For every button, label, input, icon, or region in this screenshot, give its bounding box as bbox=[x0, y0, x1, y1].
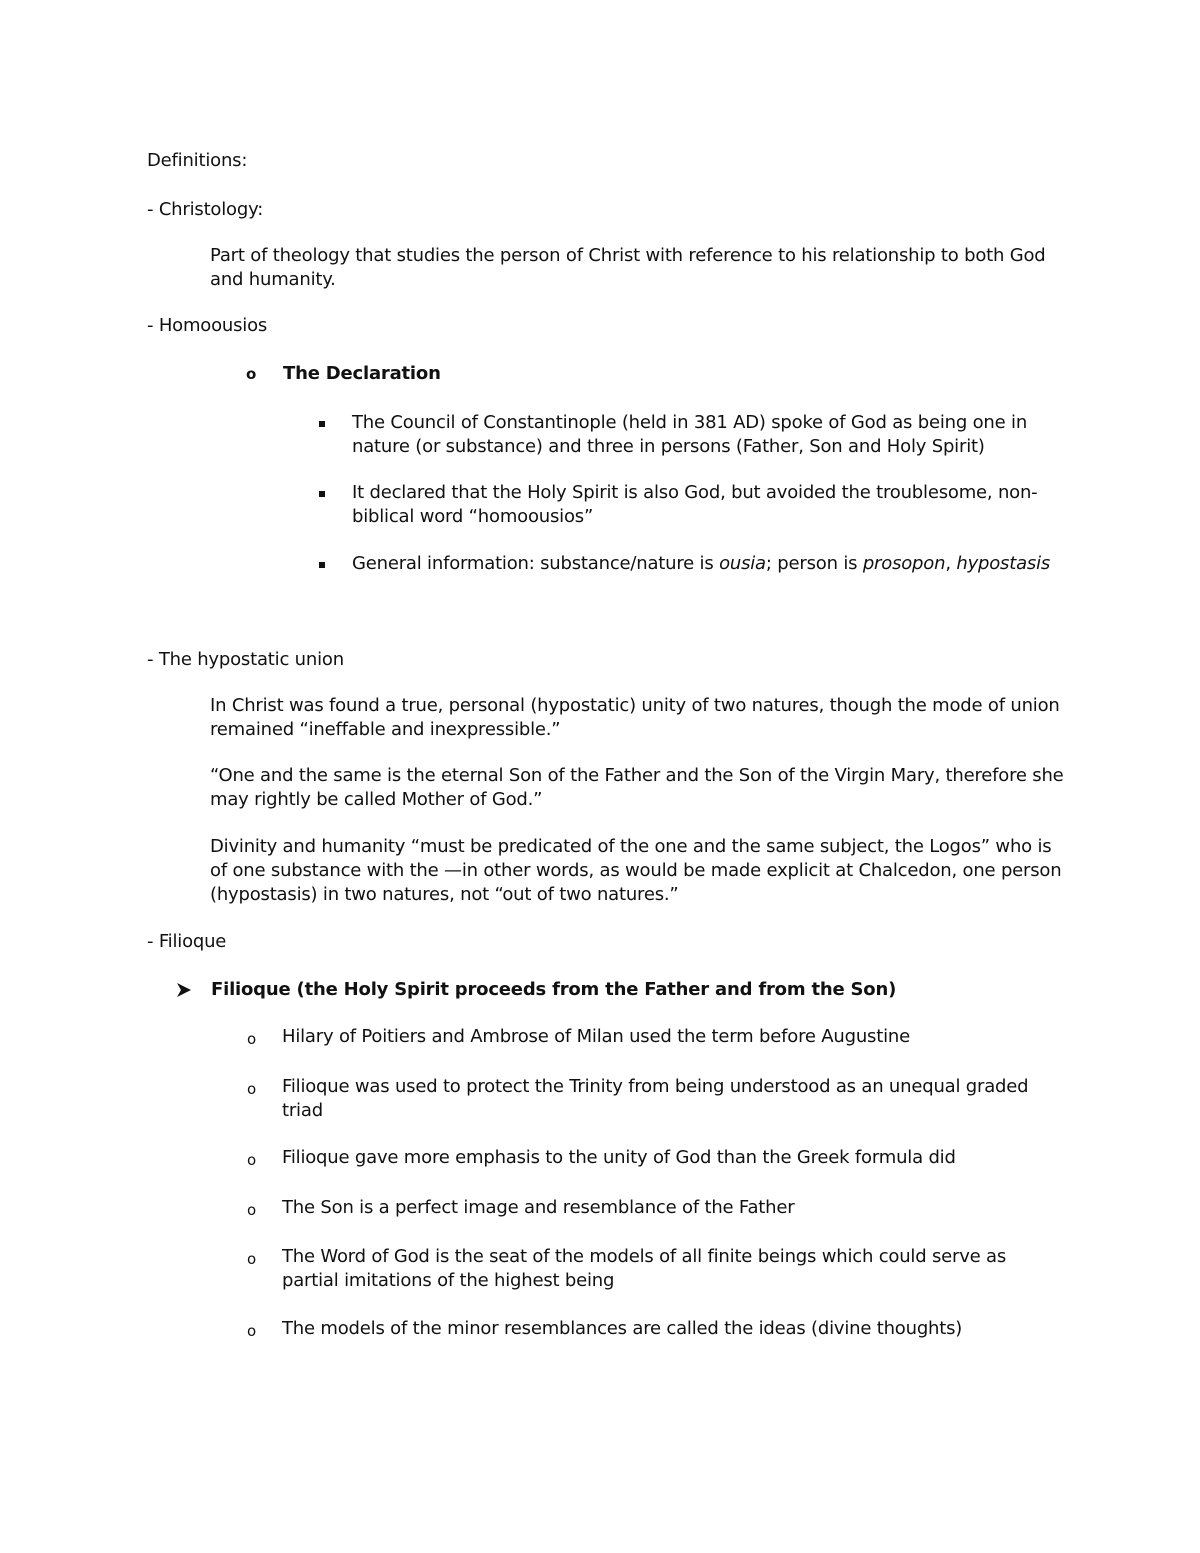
declaration-item-2: It declared that the Holy Spirit is also God, but avoided the troublesome, non-biblical word “homoousios” bbox=[352, 482, 1038, 527]
filioque-title: Filioque (the Holy Spirit proceeds from the Father and from the Son) bbox=[211, 979, 897, 1000]
hypostatic-paragraph-2: “One and the same is the eternal Son of the Father and the Son of the Virgin Mary, therefore she may rightly be called Mother of God.” bbox=[210, 765, 1064, 810]
filioque-item-3: Filioque gave more emphasis to the unity of God than the Greek formula did bbox=[282, 1147, 956, 1168]
filioque-bullet: o bbox=[247, 1080, 256, 1098]
filioque-bullet: o bbox=[247, 1201, 256, 1219]
hypostatic-heading: - The hypostatic union bbox=[147, 649, 344, 670]
term-hypostasis: hypostasis bbox=[956, 553, 1051, 574]
filioque-item-4: The Son is a perfect image and resemblance of the Father bbox=[282, 1197, 795, 1218]
filioque-bullet: o bbox=[247, 1151, 256, 1169]
hypostatic-paragraph-3: Divinity and humanity “must be predicated of the one and the same subject, the Logos” who is of one substance with the —in other words, as would be made explicit at Chalcedon, one person (hypostasis) in two natures, not “out of two natures.” bbox=[210, 836, 1062, 905]
declaration-bullet: o bbox=[246, 365, 257, 383]
filioque-item-5: The Word of God is the seat of the models of all finite beings which could serve as partial imitations of the highest being bbox=[282, 1246, 1007, 1291]
term-ousia: ousia bbox=[719, 553, 766, 574]
filioque-item-1: Hilary of Poitiers and Ambrose of Milan used the term before Augustine bbox=[282, 1026, 910, 1047]
filioque-item-6: The models of the minor resemblances are called the ideas (divine thoughts) bbox=[282, 1318, 963, 1339]
arrowhead-bullet-icon bbox=[176, 982, 192, 998]
hypostatic-paragraph-1: In Christ was found a true, personal (hypostatic) unity of two natures, though the mode of union remained “ineffable and inexpressible.” bbox=[210, 695, 1060, 740]
declaration-item-1: The Council of Constantinople (held in 381 AD) spoke of God as being one in nature (or substance) and three in persons (Father, Son and Holy Spirit) bbox=[352, 412, 1028, 457]
christology-heading: - Christology: bbox=[147, 199, 264, 220]
christology-definition: Part of theology that studies the person of Christ with reference to his relationship to both God and humanity. bbox=[210, 245, 1046, 290]
square-bullet-icon bbox=[319, 562, 325, 568]
square-bullet-icon bbox=[319, 491, 325, 497]
definitions-heading: Definitions: bbox=[147, 150, 248, 171]
homoousios-heading: - Homoousios bbox=[147, 315, 268, 336]
filioque-heading: - Filioque bbox=[147, 931, 227, 952]
filioque-bullet: o bbox=[247, 1250, 256, 1268]
filioque-item-2: Filioque was used to protect the Trinity from being understood as an unequal graded triad bbox=[282, 1076, 1029, 1121]
declaration-item-3: General information: substance/nature is ousia; person is prosopon, hypostasis bbox=[352, 553, 1051, 574]
term-prosopon: prosopon bbox=[862, 553, 946, 574]
filioque-bullet: o bbox=[247, 1322, 256, 1340]
filioque-bullet: o bbox=[247, 1030, 256, 1048]
declaration-title: The Declaration bbox=[283, 363, 441, 384]
square-bullet-icon bbox=[319, 421, 325, 427]
